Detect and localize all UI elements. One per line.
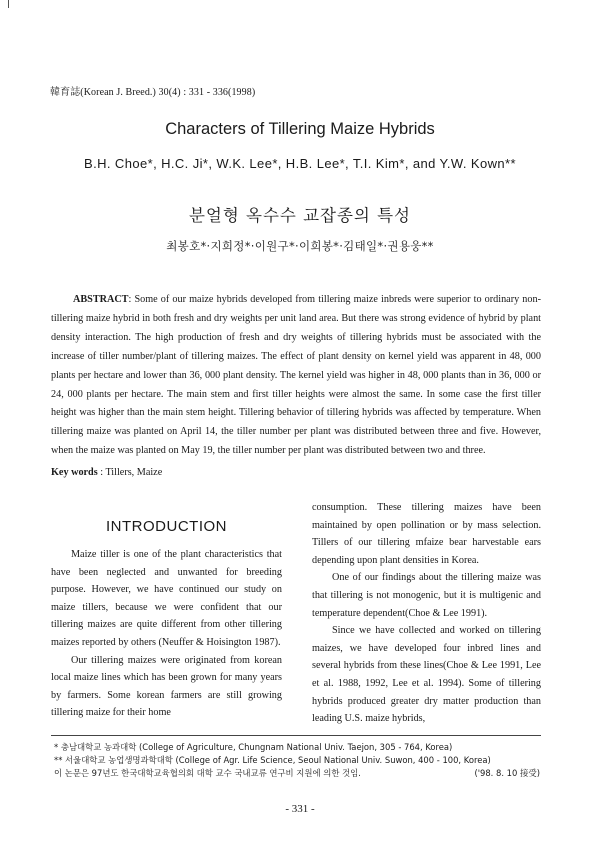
scan-mark bbox=[8, 0, 9, 8]
page-number: - 331 - bbox=[285, 803, 315, 815]
author-list: B.H. Choe*, H.C. Ji*, W.K. Lee*, H.B. Lee*, T.I. Kim*, and Y.W. Kown** bbox=[84, 156, 516, 171]
keywords-text: : Tillers, Maize bbox=[100, 467, 163, 478]
abstract-text: : Some of our maize hybrids developed from tillering maize inbreds were superior to ordinary non-tillering maize hybrid in both fresh and dry weights per unit land area. But there was strong evidence of hybrid by plant density interaction. The high production of fresh and dry weights of tillering hybrids must be associated with the increase of tiller number/plant of tillering maizes. The effect of plant density on kernel yield was apparent in 48, 000 plants per hectare and lower than 36, 000 plant density. The kernel yield was higher in 48, 000 plants than in 36, 000 or 24, 000 plants per hectare. The main stem and first tiller heights were almost the same. In some case the first tiller height was higher than the main stem height. Tillering behavior of tillering hybrids was affected by temperature. When tillering maize was planted on April 14, the tiller number per plant was distributed between three and five. However, when the maize was planted on May 19, the tiller number per plant was distributed between two and three. bbox=[51, 294, 541, 457]
paragraph: Our tillering maizes were originated from korean local maize lines which has been grown for many years by farmers. Some korean farmers are still growing tillering maize for their home bbox=[51, 654, 282, 719]
introduction-heading: INTRODUCTION bbox=[106, 518, 227, 535]
korean-author-list: 최봉호*·지희정*·이원구*·이희봉*·김태일*·권용웅** bbox=[166, 239, 434, 253]
article-title: Characters of Tillering Maize Hybrids bbox=[165, 120, 435, 138]
footnote-affiliation-1: * 충남대학교 농과대학 (College of Agriculture, Chungnam National Univ. Taejon, 305 - 764, Korea) bbox=[54, 742, 453, 752]
paragraph: One of our findings about the tillering maize was that tillering is not monogenic, but it is multigenic and temperature dependent(Choe & Lee 1991). bbox=[312, 572, 541, 619]
right-column bbox=[312, 499, 541, 728]
paragraph: consumption. These tillering maizes have been maintained by open pollination or by mass selection. Tillers of our tillering mfaize bear harvestable ears depending upon plant densities in Korea. bbox=[312, 502, 541, 566]
keywords-label: Key words bbox=[51, 467, 98, 478]
korean-title: 분얼형 옥수수 교잡종의 특성 bbox=[188, 206, 411, 225]
keywords bbox=[51, 467, 162, 478]
received-date: ('98. 8. 10 接受) bbox=[474, 768, 540, 778]
footnote-affiliation-2: ** 서울대학교 농업생명과학대학 (College of Agr. Life Science, Seoul National Univ. Suwon, 400 - 100, Korea) bbox=[54, 755, 491, 765]
paragraph: Maize tiller is one of the plant characteristics that have been neglected and unwanted for breeding purpose. However, we have continued our study on maize tillers, because we were confident that our tillering maizes are quite different from other tillering maizes reported by others (Neuffer & Hoisington 1987). bbox=[51, 549, 282, 648]
abstract bbox=[51, 291, 541, 461]
footnote-funding: 이 논문은 97년도 한국대학교육협의회 대학 교수 국내교류 연구비 지원에 의한 것임. bbox=[54, 768, 361, 778]
paragraph: Since we have collected and worked on tillering maizes, we have developed four inbred lines and several hybrids from these lines(Choe & Lee 1991, Lee et al. 1988, 1992, Lee et al. 1994). Some of tillering hybrids produced greater dry matter production than leading U.S. maize hybrids, bbox=[312, 625, 541, 725]
abstract-label: ABSTRACT bbox=[73, 294, 129, 305]
footnote-divider bbox=[51, 735, 541, 736]
journal-reference: 韓育誌(Korean J. Breed.) 30(4) : 331 - 336(1998) bbox=[50, 87, 256, 98]
left-column bbox=[51, 503, 282, 722]
